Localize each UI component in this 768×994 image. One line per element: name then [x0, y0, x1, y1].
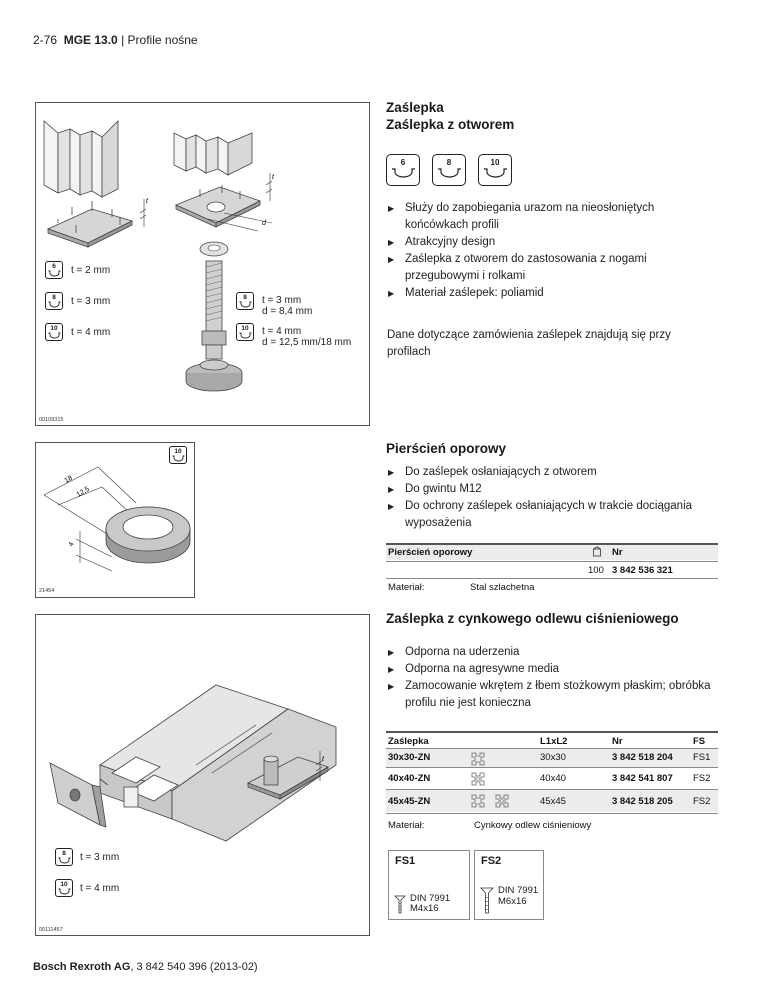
list-item: ▶ Do zaślepek osłaniających z otworem	[387, 464, 717, 481]
label-10: t = 4 mm	[80, 883, 120, 894]
material-value: Stal szlachetna	[470, 582, 535, 593]
dim-12-5: 12,5	[75, 485, 91, 499]
fs1-line1: DIN 7991	[410, 893, 451, 904]
right-label-8-line1: t = 3 mm	[262, 295, 302, 306]
fs2-line2: M6x16	[498, 896, 527, 907]
fs2-title: FS2	[481, 855, 502, 867]
list-item: ▶ Atrakcyjny design	[387, 234, 707, 251]
dim-18: 18	[63, 474, 74, 485]
package-icon	[592, 546, 602, 557]
cap-name: 40x40-ZN	[388, 773, 431, 784]
label-8: t = 3 mm	[80, 852, 120, 863]
part-number-cell: 3 842 541 807	[612, 773, 673, 784]
header-separator: |	[121, 33, 125, 47]
feature-list	[387, 644, 717, 712]
right-label-10-line2: d = 12,5 mm/18 mm	[262, 337, 352, 348]
feature-list	[387, 464, 717, 532]
fs1-line2: M4x16	[410, 903, 439, 914]
profile-section-icon	[494, 793, 510, 809]
slot-8-badge-icon: 8	[45, 292, 63, 310]
cap-name: 30x30-ZN	[388, 752, 431, 763]
list-item: ▶ Do gwintu M12	[387, 481, 717, 498]
material-label: Materiał:	[388, 582, 425, 593]
slot-10-badge-icon: 10	[236, 323, 254, 341]
table-rule	[386, 561, 718, 562]
part-number-cell: 3 842 518 205	[612, 796, 673, 807]
material-value: Cynkowy odlew ciśnieniowy	[474, 820, 592, 831]
ring-drawing	[36, 443, 196, 599]
list-item: ▶ Służy do zapobiegania urazom na nieosłoniętych końcówkach profili	[387, 200, 707, 234]
fs2-box	[474, 850, 544, 920]
fs1-box	[388, 850, 470, 920]
right-label-8-line2: d = 8,4 mm	[262, 306, 313, 317]
slot-8-badge-icon: 8	[55, 848, 73, 866]
list-item: ▶ Zaślepka z otworem do zastosowania z nogami przegubowymi i rolkami	[387, 251, 707, 285]
table-rule	[386, 767, 718, 768]
left-label-10: t = 4 mm	[71, 327, 111, 338]
material-label: Materiał:	[388, 820, 425, 831]
figure-code: 00109315	[39, 417, 64, 423]
page-header	[33, 33, 198, 47]
profile-section-icon	[470, 793, 486, 809]
dim-4: 4	[67, 541, 76, 548]
fs2-line1: DIN 7991	[498, 885, 539, 896]
col-header-name: Pierścień oporowy	[388, 547, 473, 558]
table-rule	[386, 578, 718, 579]
list-item: ▶ Zamocowanie wkrętem z łbem stożkowym płaskim; obróbka profilu nie jest konieczna	[387, 678, 717, 712]
cap-size: 30x30	[540, 752, 566, 763]
feature-list	[387, 200, 707, 302]
countersunk-screw-icon	[394, 895, 406, 915]
figure-code: 00111457	[39, 927, 63, 933]
slot-10-icon: 10	[478, 154, 512, 186]
page-footer	[33, 961, 258, 973]
zinc-cap-figure	[35, 614, 370, 936]
figure-code: 21454	[39, 588, 55, 594]
slot-10-badge-icon: 10	[169, 446, 187, 464]
countersunk-screw-icon	[480, 887, 494, 915]
fs-cell: FS1	[693, 752, 711, 763]
slot-8-icon: 8	[432, 154, 466, 186]
section-name: Profile nośne	[127, 33, 198, 47]
profile-section-icon	[470, 751, 486, 767]
fs-cell: FS2	[693, 796, 711, 807]
list-item: ▶ Odporna na uderzenia	[387, 644, 717, 661]
slot-10-badge-icon: 10	[55, 879, 73, 897]
section-title: Pierścień oporowy	[386, 441, 507, 456]
right-label-10-line1: t = 4 mm	[262, 326, 302, 337]
table-rule	[386, 731, 718, 733]
section-subtitle: Zaślepka z otworem	[386, 117, 515, 132]
part-number-cell: 3 842 518 204	[612, 752, 673, 763]
left-label-6: t = 2 mm	[71, 265, 111, 276]
list-item: ▶ Materiał zaślepek: poliamid	[387, 285, 707, 302]
product-name: MGE 13.0	[63, 33, 118, 47]
cap-size: 45x45	[540, 796, 566, 807]
col-header-fs: FS	[693, 736, 706, 747]
dim-t: t	[322, 756, 324, 763]
document-number: , 3 842 540 396 (2013-02)	[130, 961, 258, 973]
slot-10-badge-icon: 10	[45, 323, 63, 341]
order-note: Dane dotyczące zamówienia zaślepek znajdują się przy profilach	[387, 329, 671, 358]
dim-t-left: t	[146, 198, 148, 205]
fs-cell: FS2	[693, 773, 711, 784]
left-label-8: t = 3 mm	[71, 296, 111, 307]
section-title: Zaślepka z cynkowego odlewu ciśnieniowego	[386, 611, 679, 626]
dim-t-right: t	[272, 174, 274, 181]
part-number-cell: 3 842 536 321	[612, 565, 673, 576]
profile-section-icon	[470, 771, 486, 787]
col-header-cap: Zaślepka	[388, 736, 429, 747]
slot-8-badge-icon: 8	[236, 292, 254, 310]
col-header-nr: Nr	[612, 736, 623, 747]
quantity-cell: 100	[588, 565, 604, 576]
list-item: ▶ Odporna na agresywne media	[387, 661, 717, 678]
company-name: Bosch Rexroth AG	[33, 961, 131, 973]
page-number: 2-76	[33, 33, 58, 47]
end-cap-figure	[35, 102, 370, 426]
slot-6-badge-icon: 6	[45, 261, 63, 279]
slot-6-icon: 6	[386, 154, 420, 186]
cap-name: 45x45-ZN	[388, 796, 431, 807]
list-item: ▶ Do ochrony zaślepek osłaniających w trakcie dociągania wyposażenia	[387, 498, 717, 532]
fs1-title: FS1	[395, 855, 416, 867]
dim-d-right: d	[262, 220, 266, 227]
table-rule	[386, 813, 718, 814]
section-title: Zaślepka	[386, 100, 444, 115]
ring-figure	[35, 442, 195, 598]
col-header-size: L1xL2	[540, 736, 568, 747]
col-header-nr: Nr	[612, 547, 623, 558]
cap-size: 40x40	[540, 773, 566, 784]
